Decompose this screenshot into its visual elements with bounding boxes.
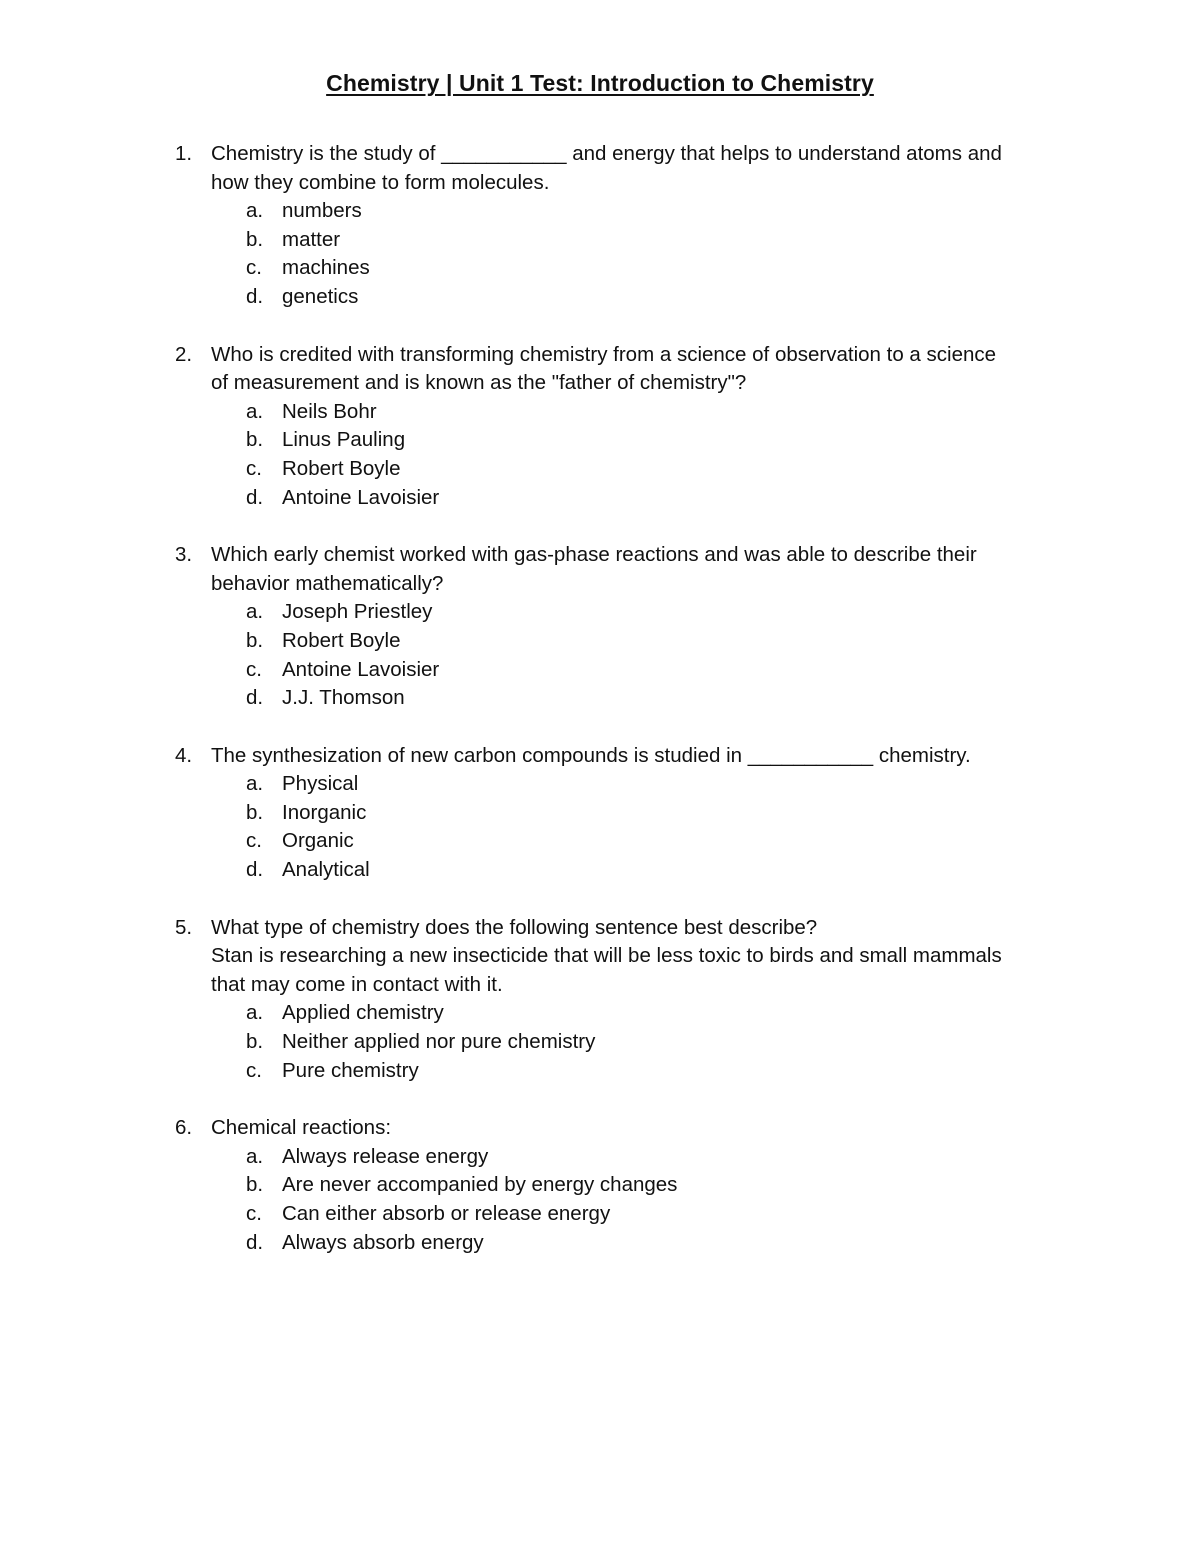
question-text [211,341,1071,398]
option-letter: a. [246,772,264,796]
option-text: Neither applied nor pure chemistry [282,1030,596,1054]
option-letter: c. [246,829,262,853]
option-text: Inorganic [282,800,367,824]
question-number: 5. [175,915,193,939]
question-text-line: how they combine to form molecules. [211,170,550,194]
option-letter: c. [246,456,262,480]
option-letter: b. [246,628,264,652]
option-letter: a. [246,199,264,223]
answer-option [0,598,1200,627]
option-text: Antoine Lavoisier [282,485,440,509]
question-5 [0,914,1200,1086]
question-number: 2. [175,342,193,366]
question-text-line: Stan is researching a new insecticide that will be less toxic to birds and small mammals [211,944,1002,968]
question-list [0,140,1200,1286]
answer-option [0,455,1200,484]
answer-options [0,1143,1200,1257]
answer-option [0,1200,1200,1229]
option-text: Antoine Lavoisier [282,657,440,681]
option-letter: c. [246,1058,262,1082]
question-text [211,742,1071,771]
option-text: Robert Boyle [282,628,401,652]
option-text: Are never accompanied by energy changes [282,1173,678,1197]
option-text: Can either absorb or release energy [282,1202,611,1225]
question-3 [0,541,1200,713]
answer-option [0,684,1200,713]
option-letter: b. [246,428,264,452]
option-letter: b. [246,227,264,251]
option-letter: a. [246,600,264,624]
option-text: Joseph Priestley [282,600,433,624]
option-text: Linus Pauling [282,428,406,452]
option-letter: d. [246,1230,264,1254]
question-1 [0,140,1200,312]
option-letter: b. [246,800,264,824]
answer-options [0,398,1200,512]
option-letter: d. [246,858,264,882]
answer-option [0,283,1200,312]
answer-option [0,484,1200,513]
answer-option [0,799,1200,828]
question-text-line: Which early chemist worked with gas-phase reactions and was able to describe their [211,543,977,567]
answer-option [0,398,1200,427]
option-text: numbers [282,199,362,223]
answer-option [0,656,1200,685]
option-text: Pure chemistry [282,1058,419,1082]
answer-option [0,1229,1200,1258]
option-letter: d. [246,686,264,710]
option-letter: c. [246,1202,262,1225]
option-letter: a. [246,1001,264,1025]
answer-options [0,598,1200,712]
question-text-line: The synthesization of new carbon compounds is studied in ___________ chemistry. [211,743,971,767]
option-letter: d. [246,284,264,308]
answer-option [0,1057,1200,1086]
question-text [211,1114,1071,1143]
answer-option [0,856,1200,885]
answer-option [0,226,1200,255]
answer-option [0,770,1200,799]
question-text [211,140,1071,197]
answer-option [0,1171,1200,1200]
option-letter: a. [246,399,264,423]
question-4 [0,742,1200,885]
answer-option [0,254,1200,283]
answer-option [0,1143,1200,1172]
answer-options [0,197,1200,311]
question-text [211,914,1071,1000]
option-text: Always release energy [282,1144,489,1168]
option-text: Always absorb energy [282,1230,484,1254]
answer-option [0,627,1200,656]
question-number: 1. [175,142,193,165]
page-title: Chemistry | Unit 1 Test: Introduction to Chemistry [326,70,874,96]
question-6 [0,1114,1200,1257]
question-text-line: that may come in contact with it. [211,972,503,996]
answer-option [0,1028,1200,1057]
option-letter: b. [246,1173,264,1197]
question-text-line: What type of chemistry does the following sentence best describe? [211,915,818,939]
option-text: Analytical [282,858,370,882]
question-text-line: Chemical reactions: [211,1116,392,1140]
option-text: Organic [282,829,354,853]
option-letter: a. [246,1144,264,1168]
question-number: 3. [175,543,193,567]
option-letter: c. [246,256,262,280]
option-text: Physical [282,772,359,796]
question-2 [0,341,1200,513]
question-text-line: of measurement and is known as the "father of chemistry"? [211,371,747,395]
option-text: matter [282,227,341,251]
option-text: Applied chemistry [282,1001,444,1025]
answer-options [0,999,1200,1085]
question-text-line: behavior mathematically? [211,571,444,595]
option-text: machines [282,256,370,280]
answer-option [0,827,1200,856]
option-text: genetics [282,284,359,308]
option-letter: b. [246,1030,264,1054]
answer-options [0,770,1200,884]
option-text: Robert Boyle [282,456,401,480]
question-number: 4. [175,743,193,767]
answer-option [0,999,1200,1028]
question-text-line: Who is credited with transforming chemistry from a science of observation to a science [211,342,997,366]
option-letter: d. [246,485,264,509]
option-text: Neils Bohr [282,399,377,423]
option-letter: c. [246,657,262,681]
option-text: J.J. Thomson [282,686,405,710]
answer-option [0,426,1200,455]
answer-option [0,197,1200,226]
question-text [211,541,1071,598]
question-number: 6. [175,1116,193,1140]
question-text-line: Chemistry is the study of ___________ and energy that helps to understand atoms and [211,142,1002,165]
